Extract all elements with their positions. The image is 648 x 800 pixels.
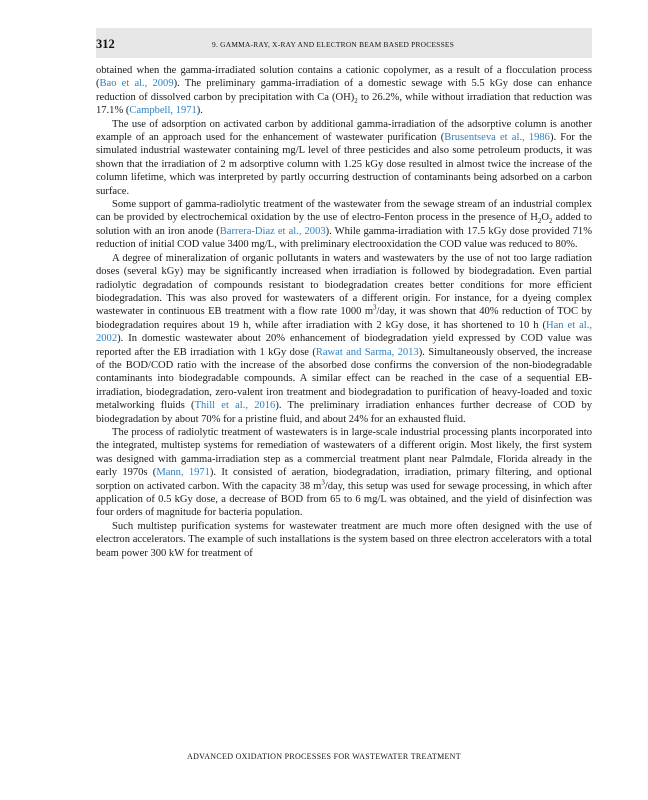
paragraph-text: /day, this setup was used for sewage processing, in which after application of 0.5 kGy dose, a decrease of BOD from 65 to 6 mg/L was obtained, and the yield of disinfection was four orders of magnitude for bacteria population. bbox=[96, 480, 592, 519]
subscript: 2 bbox=[548, 217, 553, 226]
paragraph-text: ). It consisted of aeration, biodegradation, irradiation, primary filtering, and optional sorption on activated carbon. With the capacity 38 m bbox=[96, 467, 592, 492]
paragraph-text: ). bbox=[196, 105, 203, 117]
citation-link[interactable]: Barrera-Diaz et al., 2003 bbox=[219, 225, 326, 237]
paragraph-text: /day, it was shown that 40% reduction of TOC by biodegradation requires about 19 h, while after irradiation with 2 kGy dose, it has shortened to 10 h ( bbox=[96, 306, 592, 331]
paragraph-text: Such multistep purification systems for wastewater treatment are much more often designed with the use of electron accelerators. The example of such installations is the system based on three electron accelerators with a total beam power 300 kW for treatment of bbox=[96, 520, 592, 559]
paragraph bbox=[96, 118, 592, 198]
paragraph-text: ). In domestic wastewater about 20% enhancement of biodegradation yield expressed by COD value was reported after the EB irradiation with 1 kGy dose ( bbox=[96, 333, 592, 358]
subscript: 2 bbox=[537, 217, 542, 226]
citation-link[interactable]: Brusentseva et al., 1986 bbox=[444, 132, 550, 144]
citation-link[interactable]: Mann, 1971 bbox=[156, 467, 210, 479]
paragraph-text: The process of radiolytic treatment of wastewaters is in large-scale industrial processing plants incorporated into the integrated, multistep systems for remediation of wastewaters of a different origin. Most likely, the first system was designed with gamma-irradiation step as a commercial treatment plant near Palmdale, Florida already in the early 1970s ( bbox=[96, 426, 592, 479]
subscript: 2 bbox=[354, 96, 358, 105]
citation-link[interactable]: Campbell, 1971 bbox=[129, 105, 197, 117]
paragraph-text: ). While gamma-irradiation with 17.5 kGy dose provided 71% reduction of initial COD value 3400 mg/L, with preliminary electrooxidation the COD value was reduced to 80%. bbox=[96, 225, 592, 251]
page-number: 312 bbox=[96, 37, 115, 51]
citation-link[interactable]: Han et al., 2002 bbox=[96, 319, 593, 345]
paragraph bbox=[96, 426, 592, 520]
superscript: 3 bbox=[373, 303, 377, 312]
paragraph-text: to 26.2%, while without irradiation that reduction was 17.1% ( bbox=[96, 91, 592, 117]
paragraph-text: ). The preliminary gamma-irradiation of a domestic sewage with 5.5 kGy dose can enhance reduction of dissolved carbon by precipitation with Ca (OH) bbox=[96, 78, 592, 103]
paragraph-text: Some support of gamma-radiolytic treatment of the wastewater from the sewage stream of an industrial complex can be provided by electrochemical oxidation by the use of electro-Fenton process in the presence of H bbox=[96, 199, 592, 224]
citation-link[interactable]: Bao et al., 2009 bbox=[99, 78, 174, 90]
paragraph-text: ). For the simulated industrial wastewater containing mg/L level of three pesticides and also some petroleum products, it was shown that the irradiation of 2 m adsorptive column with 1.25 kGy dose resulted in almost twice the increase of the column lifetime, which was interpreted by partly occurring destruction of contaminants being adsorbed on a carbon surface. bbox=[96, 132, 592, 197]
paragraph-text: ). Simultaneously observed, the increase of the BOD/COD ratio with the increase of the absorbed dose confirms the conversion of the non-biodegradable contaminants into biodegradable compounds. A similar effect can be reached in the case of a sequential EB-irradiation, biodegradation, zero-valent iron treatment and biodegradation to purification of heavy-loaded and toxic metalworking fluids ( bbox=[96, 346, 592, 412]
paragraph bbox=[96, 64, 592, 118]
citation-link[interactable]: Thill et al., 2016 bbox=[194, 400, 276, 412]
paragraph-text: added to solution with an iron anode ( bbox=[96, 212, 592, 237]
body-text bbox=[96, 64, 592, 560]
paragraph bbox=[96, 252, 592, 426]
paragraph-text: A degree of mineralization of organic pollutants in waters and wastewaters by the use of not too large radiation doses (several kGy) may be significantly increased when irradiation is followed by biodegradation. Even partial radiolytic degradation of compounds resistant to biodegradation creates better conditions for more efficient biodegradation. This was also proved for wastewaters of a different origin. For instance, for a dyeing complex wastewater in continuous EB treatment with a flow rate 1000 m bbox=[96, 252, 592, 318]
running-head-title: 9. GAMMA-RAY, X-RAY AND ELECTRON BEAM BASED PROCESSES bbox=[212, 40, 455, 49]
paragraph-text: obtained when the gamma-irradiated solution contains a cationic copolymer, as a result of a flocculation process ( bbox=[96, 65, 592, 90]
paragraph-text: The use of adsorption on activated carbon by additional gamma-irradiation of the adsorptive column is another example of an approach used for the enhancement of wastewater purification ( bbox=[96, 118, 592, 144]
page-footer: ADVANCED OXIDATION PROCESSES FOR WASTEWATER TREATMENT bbox=[187, 752, 461, 761]
citation-link[interactable]: Rawat and Sarma, 2013 bbox=[315, 346, 419, 358]
paragraph-text: O bbox=[541, 212, 549, 224]
superscript: 3 bbox=[321, 478, 325, 487]
running-header bbox=[96, 28, 592, 58]
paragraph bbox=[96, 198, 592, 252]
paragraph bbox=[96, 520, 592, 560]
paragraph-text: ). The preliminary irradiation enhances further decrease of COD by biodegradation by about 70% for a pristine fluid, and about 24% for an exhausted fluid. bbox=[96, 400, 592, 425]
